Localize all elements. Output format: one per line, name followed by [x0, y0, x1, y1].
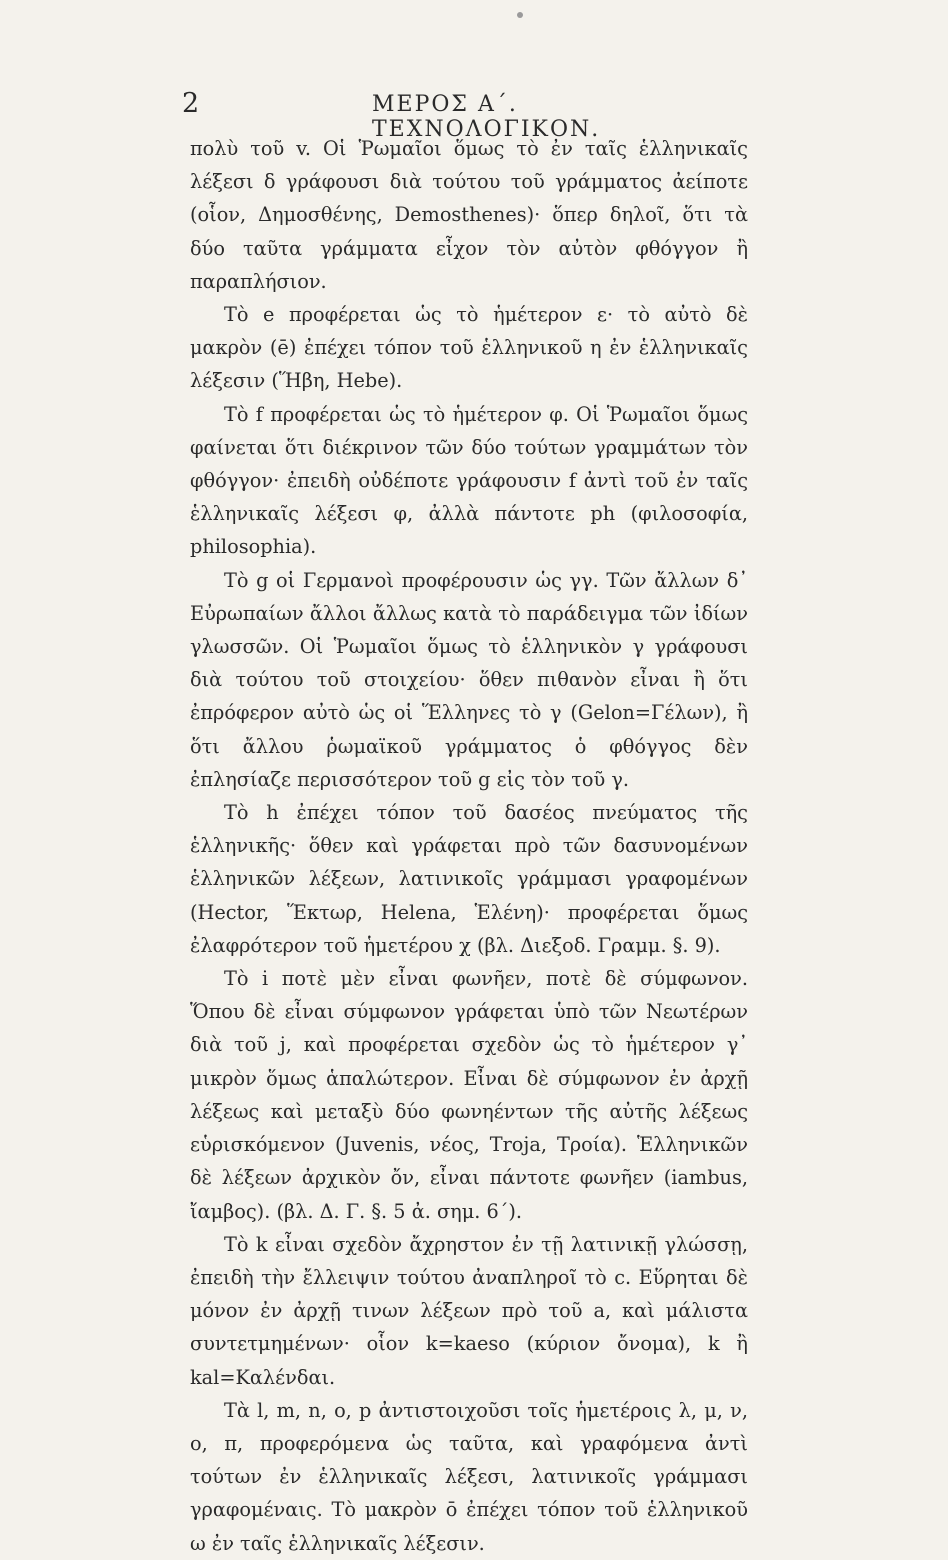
paragraph: Τὸ e προφέρεται ὡς τὸ ἡμέτερον ε· τὸ αὐτὸ δὲ μακρὸν (ē) ἐπέχει τόπον τοῦ ἑλληνικοῦ η ἐν ἑλληνικαῖς λέξεσιν (Ἥβη, Hebe). [190, 303, 748, 393]
page-header [182, 88, 752, 142]
running-head: ΜΕΡΟΣ Α΄. ΤΕΧΝΟΛΟΓΙΚΟΝ. [372, 92, 601, 142]
paragraph: Τὸ g οἱ Γερμανοὶ προφέρουσιν ὡς γγ. Τῶν ἄλλων δ᾽ Εὐρωπαίων ἄλλοι ἄλλως κατὰ τὸ παράδειγμα τῶν ἰδίων γλωσσῶν. Οἱ Ῥωμαῖοι ὅμως τὸ ἑλληνικὸν γ γράφουσι διὰ τούτου τοῦ στοιχείου· ὅθεν πιθανὸν εἶναι ἢ ὅτι ἐπρόφερον αὐτὸ ὡς οἱ Ἕλληνες τὸ γ (Gelon=Γέλων), ἢ ὅτι ἄλλου ῥωμαϊκοῦ γράμματος ὁ φθόγγος δὲν ἐπλησίαζε περισσότερον τοῦ g εἰς τὸν τοῦ γ. [190, 568, 748, 791]
paragraph: Τὰ l, m, n, o, p ἀντιστοιχοῦσι τοῖς ἡμετέροις λ, μ, ν, ο, π, προφερόμενα ὡς ταῦτα, καὶ γραφόμενα ἀντὶ τούτων ἐν ἑλληνικαῖς λέξεσι, λατινικοῖς γράμμασι γραφομέναις. Τὸ μακρὸν ō ἐπέχει τόπον τοῦ ἑλληνικοῦ ω ἐν ταῖς ἑλληνικαῖς λέξεσιν. [190, 1398, 748, 1555]
paragraph: Τὸ h ἐπέχει τόπον τοῦ δασέος πνεύματος τῆς ἑλληνικῆς· ὅθεν καὶ γράφεται πρὸ τῶν δασυνομένων ἑλληνικῶν λέξεων, λατινικοῖς γράμμασι γραφομένων (Hector, Ἕκτωρ, Helena, Ἑλένη)· προφέρεται ὅμως ἐλαφρότερον τοῦ ἡμετέρου χ (βλ. Διεξοδ. Γραμμ. §. 9). [190, 801, 748, 957]
ink-speck [517, 12, 523, 18]
paragraph: Τὸ f προφέρεται ὡς τὸ ἡμέτερον φ. Οἱ Ῥωμαῖοι ὅμως φαίνεται ὅτι διέκρινον τῶν δύο τούτων γραμμάτων τὸν φθόγγον· ἐπειδὴ οὐδέποτε γράφουσιν f ἀντὶ τοῦ ἐν ταῖς ἑλληνικαῖς λέξεσι φ, ἀλλὰ πάντοτε ph (φιλοσοφία, philosophia). [190, 402, 748, 559]
page-number: 2 [182, 88, 201, 119]
body-text [190, 132, 748, 1560]
paragraph: Τὸ k εἶναι σχεδὸν ἄχρηστον ἐν τῇ λατινικῇ γλώσσῃ, ἐπειδὴ τὴν ἔλλειψιν τούτου ἀναπληροῖ τὸ c. Εὕρηται δὲ μόνον ἐν ἀρχῇ τινων λέξεων πρὸ τοῦ a, καὶ μάλιστα συντετμημένων· οἷον k=kaeso (κύριον ὄνομα), k ἢ kal=Καλένδαι. [190, 1232, 748, 1389]
paragraph: Τὸ i ποτὲ μὲν εἶναι φωνῆεν, ποτὲ δὲ σύμφωνον. Ὅπου δὲ εἶναι σύμφωνον γράφεται ὑπὸ τῶν Νεωτέρων διὰ τοῦ j, καὶ προφέρεται σχεδὸν ὡς τὸ ἡμέτερον γ᾽ μικρὸν ὅμως ἁπαλώτερον. Εἶναι δὲ σύμφωνον ἐν ἀρχῇ λέξεως καὶ μεταξὺ δύο φωνηέντων τῆς αὐτῆς λέξεως εὑρισκόμενον (Juvenis, νέος, Troja, Τροία). Ἑλληνικῶν δὲ λέξεων ἀρχικὸν ὄν, εἶναι πάντοτε φωνῆεν (iambus, ἴαμβος). (βλ. Δ. Γ. §. 5 ἀ. σημ. 6΄). [190, 967, 748, 1223]
paragraph: πολὺ τοῦ v. Οἱ Ῥωμαῖοι ὅμως τὸ ἐν ταῖς ἑλληνικαῖς λέξεσι δ γράφουσι διὰ τούτου τοῦ γράμματος ἀείποτε (οἷον, Δημοσθένης, Demosthenes)· ὅπερ δηλοῖ, ὅτι τὰ δύο ταῦτα γράμματα εἶχον τὸν αὐτὸν φθόγγον ἢ παραπλήσιον. [190, 137, 748, 293]
